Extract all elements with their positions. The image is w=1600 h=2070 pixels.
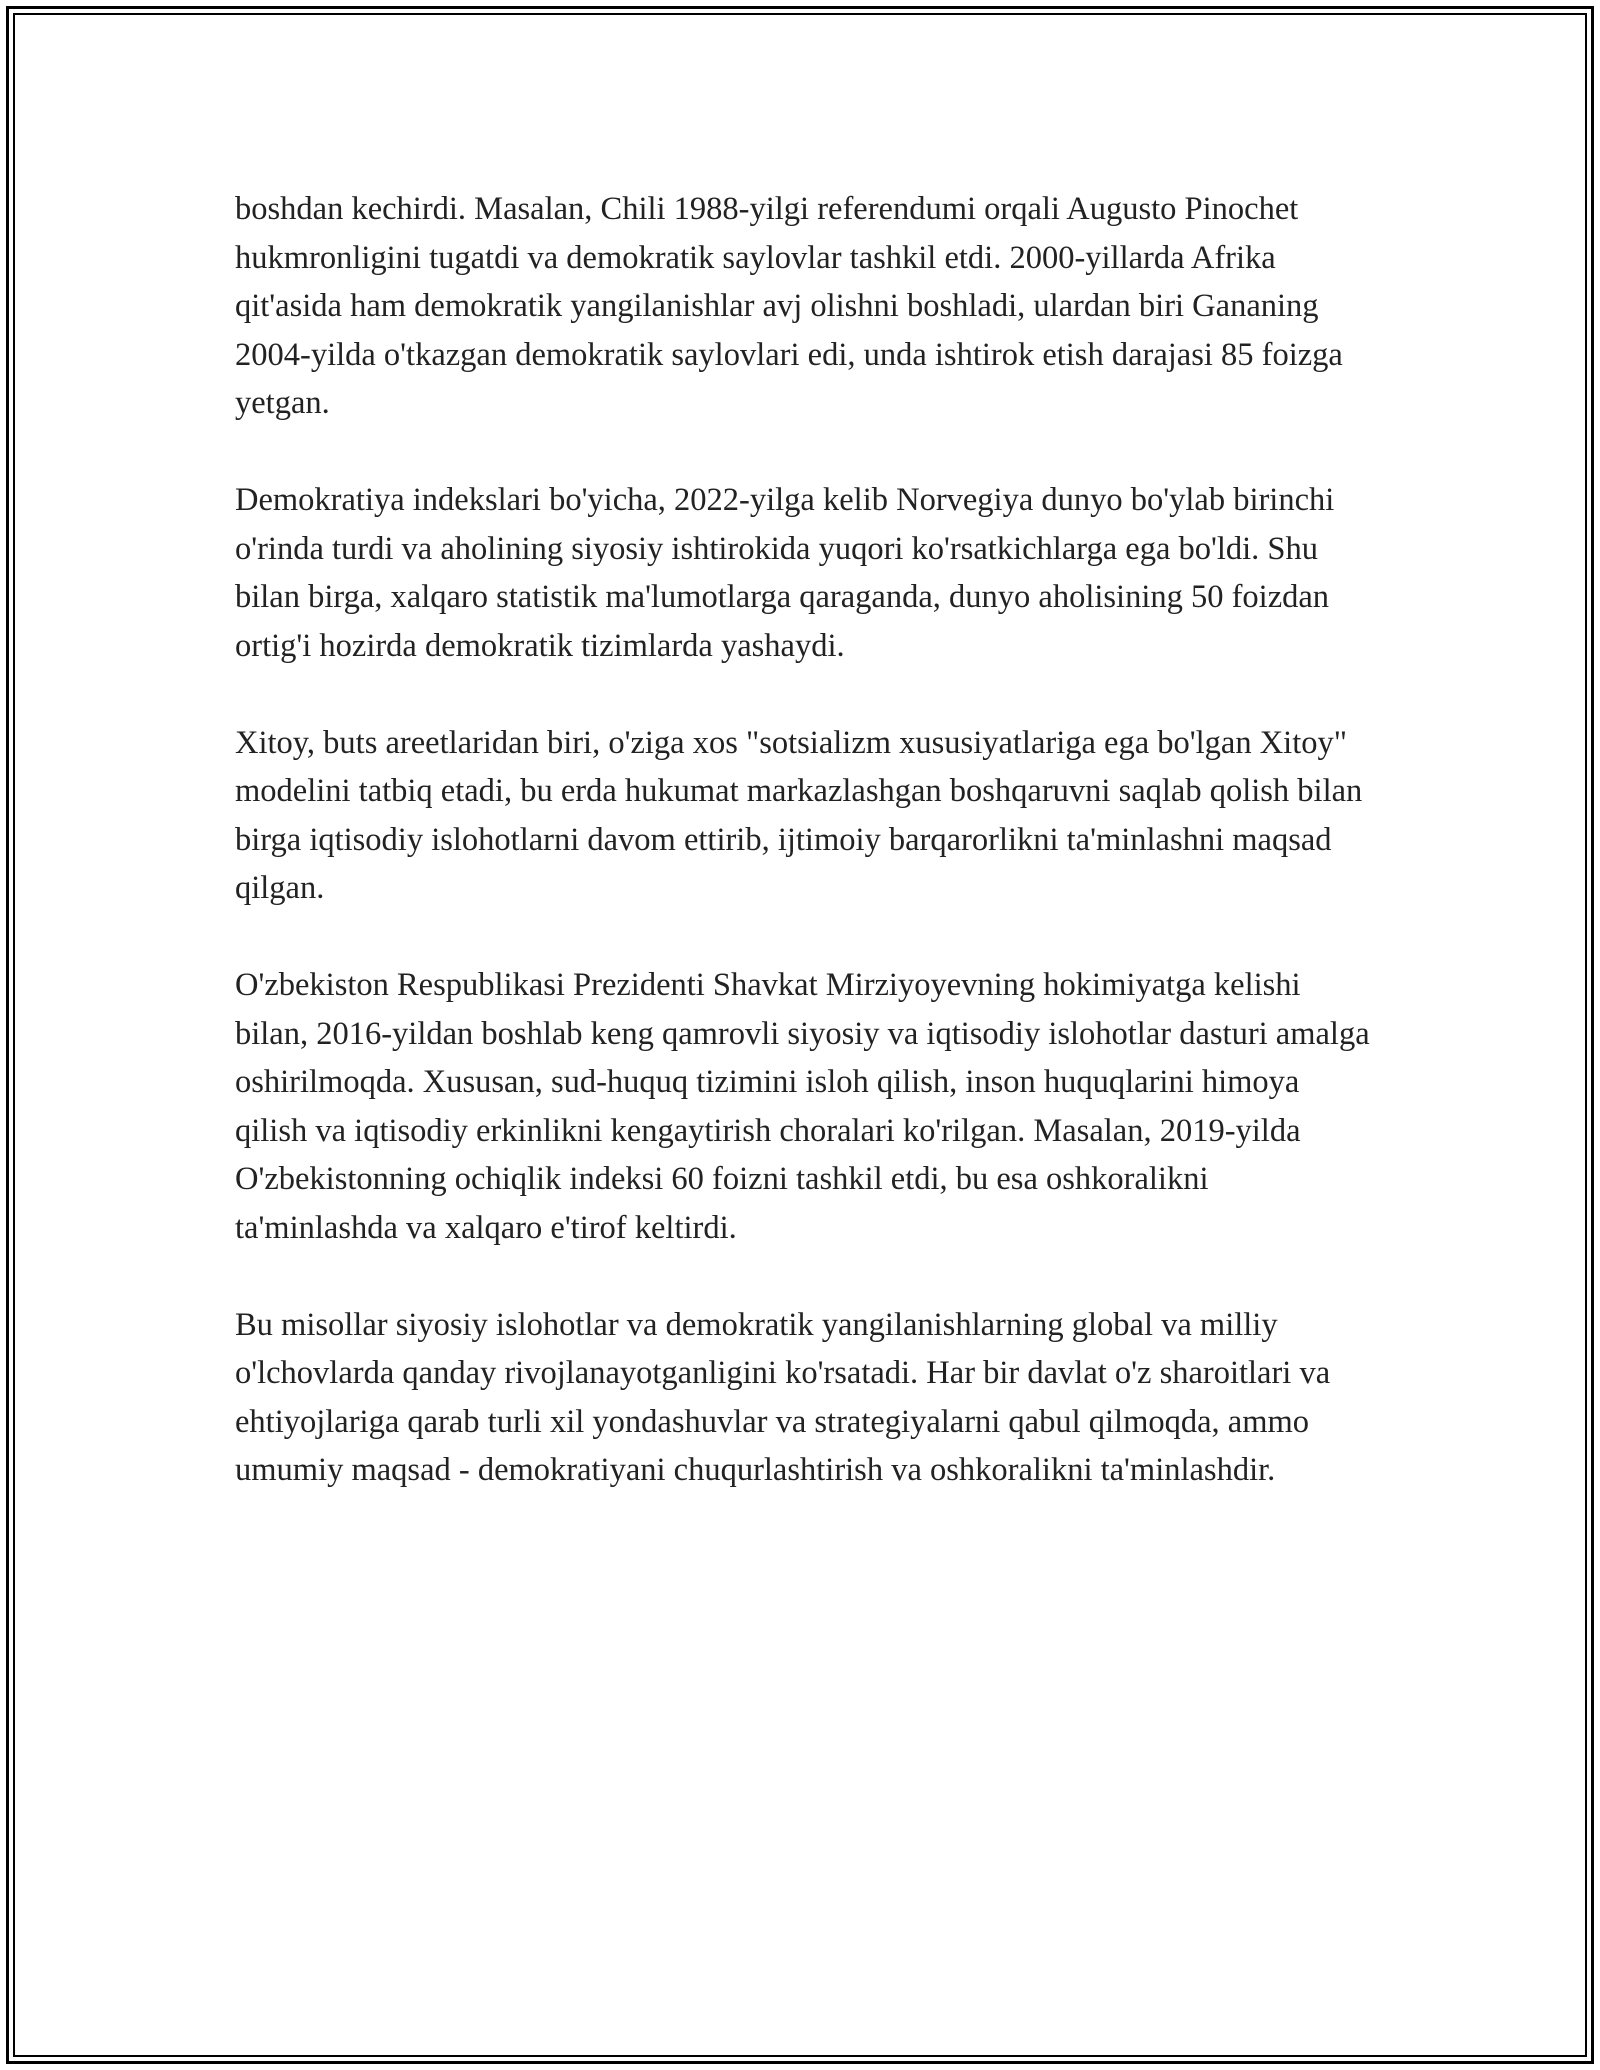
paragraph: boshdan kechirdi. Masalan, Chili 1988-yilgi referendumi orqali Augusto Pinochet hukmronligini tugatdi va demokratik saylovlar tashkil etdi. 2000-yillarda Afrika qit'asida ham demokratik yangilanishlar avj olishni boshladi, ulardan biri Gananing 2004-yilda o'tkazgan demokratik saylovlari edi, unda ishtirok etish darajasi 85 foizga yetgan. xyxy=(235,191,1343,421)
paragraph: Bu misollar siyosiy islohotlar va demokratik yangilanishlarning global va milliy o'lchovlarda qanday rivojlanayotganligini ko'rsatadi. Har bir davlat o'z sharoitlari va ehtiyojlariga qarab turli xil yondashuvlar va strategiyalarni qabul qilmoqda, ammo umumiy maqsad - demokratiyani chuqurlashtirish va oshkoralikni ta'minlashdir. xyxy=(235,1306,1331,1488)
paragraph: Demokratiya indekslari bo'yicha, 2022-yilga kelib Norvegiya dunyo bo'ylab birinchi o'rinda turdi va aholining siyosiy ishtirokida yuqori ko'rsatkichlarga ega bo'ldi. Shu bilan birga, xalqaro statistik ma'lumotlarga qaraganda, dunyo aholisining 50 foizdan ortig'i hozirda demokratik tizimlarda yashaydi. xyxy=(235,482,1335,664)
document-body xyxy=(235,185,1375,1543)
paragraph: O'zbekiston Respublikasi Prezidenti Shavkat Mirziyoyevning hokimiyatga kelishi bilan, 2016-yildan boshlab keng qamrovli siyosiy va iqtisodiy islohotlar dasturi amalga oshirilmoqda. Xususan, sud-huquq tizimini isloh qilish, inson huquqlarini himoya qilish va iqtisodiy erkinlikni kengaytirish choralari ko'rilgan. Masalan, 2019-yilda O'zbekistonning ochiqlik indeksi 60 foizni tashkil etdi, bu esa oshkoralikni ta'minlashda va xalqaro e'tirof keltirdi. xyxy=(235,967,1370,1246)
paragraph: Xitoy, buts areetlaridan biri, o'ziga xos "sotsializm xususiyatlariga ega bo'lgan Xitoy" modelini tatbiq etadi, bu erda hukumat markazlashgan boshqaruvni saqlab qolish bilan birga iqtisodiy islohotlarni davom ettirib, ijtimoiy barqarorlikni ta'minlashni maqsad qilgan. xyxy=(235,724,1363,906)
